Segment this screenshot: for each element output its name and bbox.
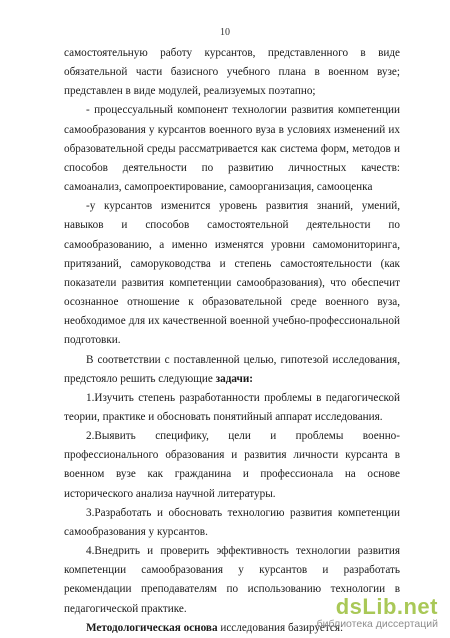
paragraph-text: - процессуальный компонент технологии развития компетенции самообразования у курсантов военного вуза в условиях изменений их образовательной среды рассматривается как система форм, методов и способов деятельности по развитию личностных качеств: самоанализ, самопроектирование, самоорганизация, самооценка [64,104,400,194]
paragraph-2 [64,101,400,197]
document-body [64,44,400,638]
paragraph-5 [64,389,400,427]
page-number: 10 [220,27,230,38]
paragraph-1 [64,44,400,101]
bold-term: задачи: [215,372,253,385]
paragraph-text: 1.Изучить степень разработанности проблемы в педагогической теории, практике и обосновать понятийный аппарат исследования. [64,391,400,423]
paragraph-text: 4.Внедрить и проверить эффективность технологии развития компетенции самообразования у курсантов и разработать рекомендации преподавателям по использованию технологии в педагогической практике. [64,545,400,615]
paragraph-3 [64,197,400,350]
paragraph-text: -у курсантов изменится уровень развития знаний, умений, навыков и способов самостоятельной деятельности по самообразованию, а именно изменятся уровни самомониторинга, притязаний, саморуководства и степень самостоятельности (как показатели развития компетенции самообразования), что обеспечит осознанное отношение к образовательной среде военного вуза, необходимое для их качественной военной учебно-профессиональной подготовки. [64,200,400,347]
watermark-subtitle: библиотека диссертаций [316,618,438,630]
bold-term: Методологическая основа [86,621,218,634]
watermark [317,596,438,631]
paragraph-text: 3.Разработать и обосновать технологию развития компетенции самообразования у курсантов. [64,506,400,538]
paragraph-text: 2.Выявить специфику, цели и проблемы военно-профессионального образования и развития личности курсанта в военном вузе как гражданина и профессионала на основе исторического анализа научной литературы. [64,430,400,500]
paragraph-text: самостоятельную работу курсантов, представленного в виде обязательной части базисного учебного плана в военном вузе; представлен в виде модулей, реализуемых поэтапно; [64,47,400,98]
watermark-logo: dsLib.net [335,594,438,619]
paragraph-7 [64,504,400,542]
paragraph-6 [64,427,400,504]
paragraph-text: В соответствии с поставленной целью, гипотезой исследования, предстояло решить следующие [64,353,400,385]
paragraph-4 [64,351,400,389]
paragraph-text: исследования базируется: [217,621,344,634]
